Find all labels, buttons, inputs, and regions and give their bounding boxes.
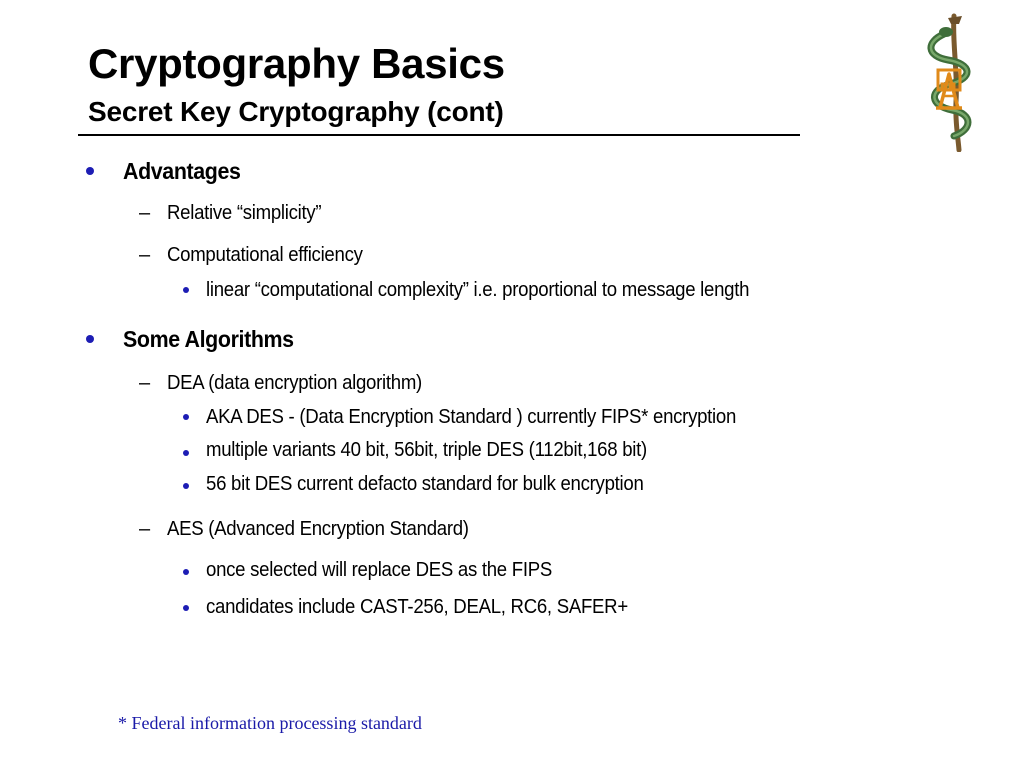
advantage-item: Computational efficiency <box>167 244 363 266</box>
bullet-icon <box>183 287 189 293</box>
bullet-advantages-heading: Advantages <box>123 158 241 184</box>
algorithm-subitem: multiple variants 40 bit, 56bit, triple DES (112bit,168 bit) <box>206 439 647 461</box>
bullet-algorithms-heading: Some Algorithms <box>123 326 294 352</box>
bullet-icon <box>183 450 189 456</box>
advantage-item: Relative “simplicity” <box>167 202 322 224</box>
bullet-icon <box>183 605 189 611</box>
dash-icon: – <box>139 202 151 224</box>
footnote: * Federal information processing standard <box>118 713 422 733</box>
bullet-icon <box>86 167 94 175</box>
caduceus-castle-logo-icon <box>918 12 980 152</box>
dash-icon: – <box>139 244 151 266</box>
bullet-icon <box>183 483 189 489</box>
dash-icon: – <box>139 372 151 394</box>
bullet-icon <box>183 569 189 575</box>
algorithm-item: AES (Advanced Encryption Standard) <box>167 518 469 540</box>
algorithm-subitem: AKA DES - (Data Encryption Standard ) currently FIPS* encryption <box>206 406 737 428</box>
slide-subtitle: Secret Key Cryptography (cont) <box>88 96 504 127</box>
slide-title: Cryptography Basics <box>88 40 505 87</box>
title-divider <box>78 134 800 136</box>
algorithm-subitem: once selected will replace DES as the FIPS <box>206 559 552 581</box>
dash-icon: – <box>139 518 151 540</box>
algorithm-subitem: 56 bit DES current defacto standard for bulk encryption <box>206 473 644 495</box>
algorithm-subitem: candidates include CAST-256, DEAL, RC6, SAFER+ <box>206 596 628 618</box>
algorithm-item: DEA (data encryption algorithm) <box>167 372 422 394</box>
bullet-icon <box>86 335 94 343</box>
advantage-subitem: linear “computational complexity” i.e. proportional to message length <box>206 279 750 301</box>
bullet-icon <box>183 414 189 420</box>
